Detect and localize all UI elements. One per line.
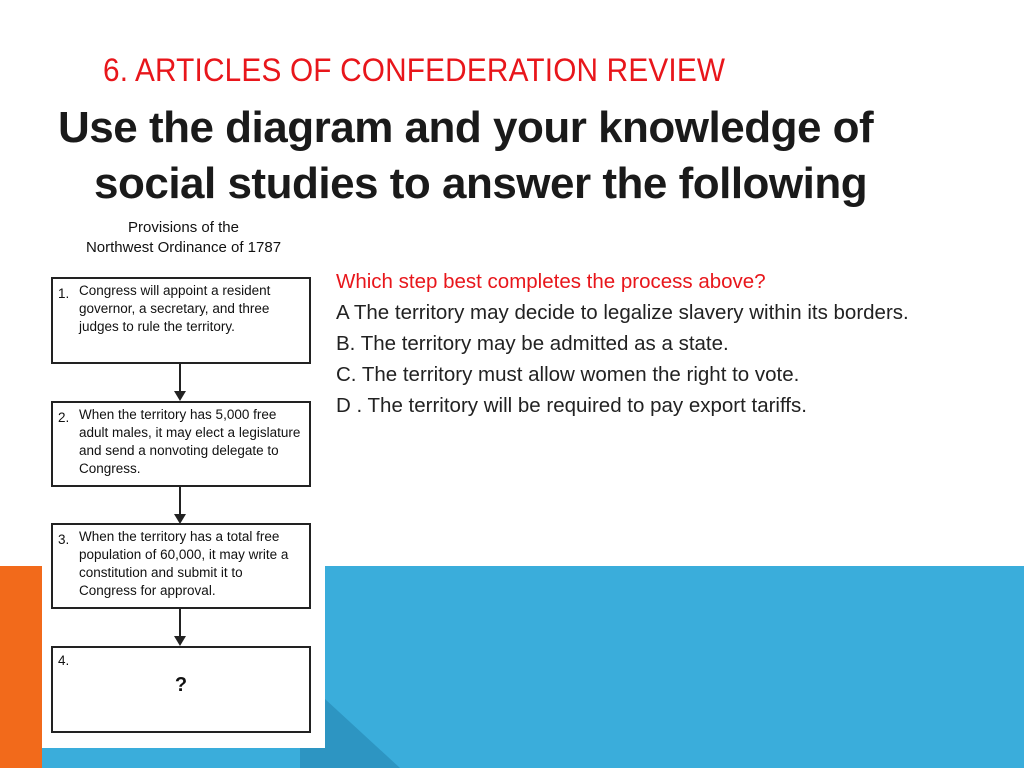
slide-heading: 6. ARTICLES OF CONFEDERATION REVIEW <box>103 52 726 88</box>
diagram-title <box>42 218 325 258</box>
diagram-step-3 <box>51 523 311 609</box>
answer-option-c: C. The territory must allow women the right to vote. <box>336 363 800 386</box>
down-arrow-icon <box>179 364 181 399</box>
answer-option-b: B. The territory may be admitted as a state. <box>336 332 729 355</box>
diagram-title-line-1: Provisions of the <box>128 219 239 236</box>
down-arrow-icon <box>179 609 181 644</box>
answer-option-d: D . The territory will be required to pay export tariffs. <box>336 394 807 417</box>
step-text: When the territory has 5,000 free adult males, it may elect a legislature and send a nonvoting delegate to Congress. <box>79 407 301 476</box>
diagram-step-4 <box>51 646 311 733</box>
step-text: Congress will appoint a resident governor, a secretary, and three judges to rule the territory. <box>79 283 271 334</box>
flow-diagram <box>42 212 325 748</box>
question-prompt: Which step best completes the process above? <box>336 270 766 293</box>
slide-subtitle <box>58 100 908 212</box>
step-text: When the territory has a total free population of 60,000, it may write a constitution and submit it to Congress for approval. <box>79 529 289 598</box>
answer-option-a: A The territory may decide to legalize slavery within its borders. <box>336 301 909 324</box>
step-number: 1. <box>58 286 70 301</box>
diagram-step-1 <box>51 277 311 364</box>
diagram-title-line-2: Northwest Ordinance of 1787 <box>85 239 282 256</box>
step-number: 2. <box>58 410 70 425</box>
diagram-step-2 <box>51 401 311 487</box>
missing-step-question-mark: ? <box>174 674 188 696</box>
subtitle-line-2: social studies to answer the following <box>94 159 868 208</box>
step-number: 3. <box>58 532 70 547</box>
down-arrow-icon <box>179 487 181 522</box>
question-block <box>336 266 976 421</box>
subtitle-line-1: Use the diagram and your knowledge of <box>58 103 874 152</box>
step-number: 4. <box>58 653 70 668</box>
